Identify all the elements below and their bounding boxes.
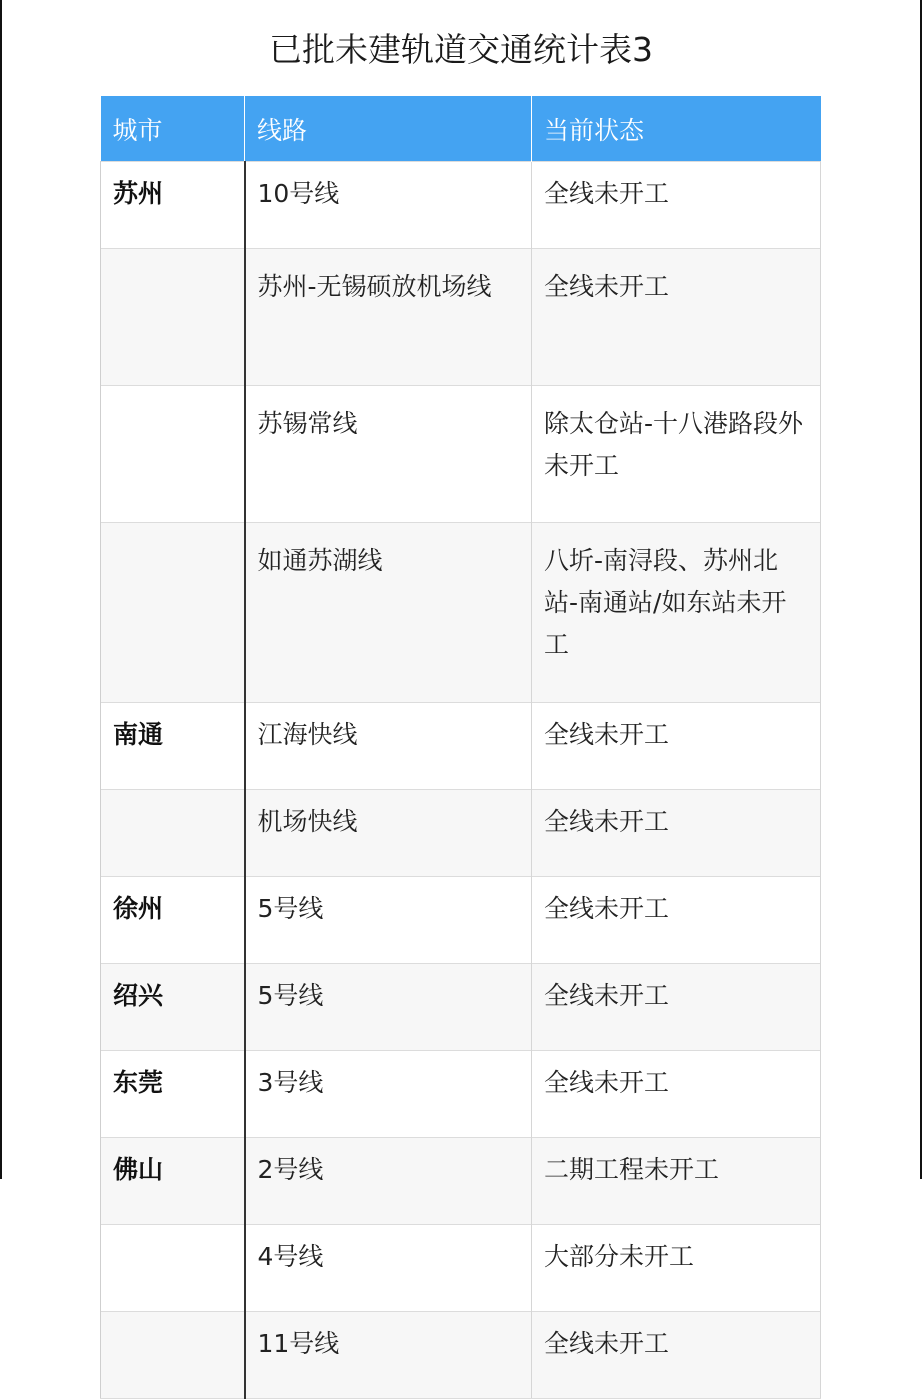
city-cell — [101, 249, 245, 386]
city-cell — [101, 1312, 245, 1399]
city-cell — [101, 523, 245, 703]
table-row — [101, 964, 821, 1051]
table-row — [101, 877, 821, 964]
table-row — [101, 249, 821, 386]
status-cell: 八圻-南浔段、苏州北站-南通站/如东站未开工 — [532, 523, 821, 703]
status-cell: 全线未开工 — [532, 249, 821, 386]
page-title: 已批未建轨道交通统计表3 — [269, 30, 653, 69]
left-edge-border — [0, 0, 2, 1179]
line-cell: 苏锡常线 — [245, 386, 532, 523]
line-cell: 5号线 — [245, 964, 532, 1051]
rail-transit-table — [100, 96, 821, 1399]
status-cell: 全线未开工 — [532, 877, 821, 964]
status-cell: 二期工程未开工 — [532, 1138, 821, 1225]
city-cell: 绍兴 — [101, 964, 245, 1051]
table-header-row — [101, 96, 821, 162]
city-cell: 苏州 — [101, 162, 245, 249]
header-status: 当前状态 — [532, 96, 821, 162]
table-row — [101, 1312, 821, 1399]
status-cell: 全线未开工 — [532, 703, 821, 790]
table-row — [101, 1225, 821, 1312]
table-row — [101, 162, 821, 249]
header-city: 城市 — [101, 96, 245, 162]
line-cell: 机场快线 — [245, 790, 532, 877]
city-cell: 东莞 — [101, 1051, 245, 1138]
line-cell: 4号线 — [245, 1225, 532, 1312]
status-cell: 全线未开工 — [532, 1051, 821, 1138]
line-cell: 江海快线 — [245, 703, 532, 790]
table-row — [101, 386, 821, 523]
line-cell: 11号线 — [245, 1312, 532, 1399]
header-line: 线路 — [245, 96, 532, 162]
city-cell — [101, 790, 245, 877]
table-row — [101, 703, 821, 790]
table-row — [101, 523, 821, 703]
city-cell — [101, 386, 245, 523]
city-cell: 南通 — [101, 703, 245, 790]
line-cell: 2号线 — [245, 1138, 532, 1225]
status-cell: 全线未开工 — [532, 964, 821, 1051]
city-cell — [101, 1225, 245, 1312]
table-row — [101, 790, 821, 877]
city-cell: 佛山 — [101, 1138, 245, 1225]
status-cell: 全线未开工 — [532, 162, 821, 249]
table-row — [101, 1051, 821, 1138]
line-cell: 3号线 — [245, 1051, 532, 1138]
status-cell: 除太仓站-十八港路段外未开工 — [532, 386, 821, 523]
city-cell: 徐州 — [101, 877, 245, 964]
line-cell: 5号线 — [245, 877, 532, 964]
status-cell: 大部分未开工 — [532, 1225, 821, 1312]
status-cell: 全线未开工 — [532, 790, 821, 877]
line-cell: 如通苏湖线 — [245, 523, 532, 703]
line-cell: 10号线 — [245, 162, 532, 249]
table-row — [101, 1138, 821, 1225]
line-cell: 苏州-无锡硕放机场线 — [245, 249, 532, 386]
status-cell: 全线未开工 — [532, 1312, 821, 1399]
